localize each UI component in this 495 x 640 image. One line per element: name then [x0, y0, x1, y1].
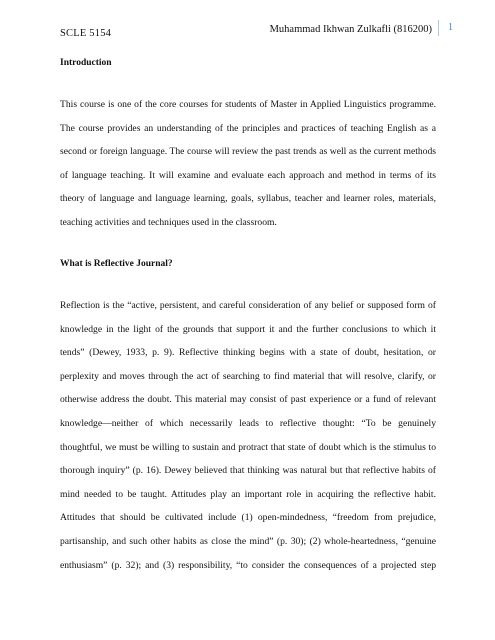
introduction-paragraph	[60, 93, 436, 235]
paragraph-line: of language teaching. It will examine and evaluate each approach and method in terms of its	[60, 169, 436, 181]
header-course-code: SCLE 5154	[60, 28, 112, 39]
paragraph-line: This course is one of the core courses for students of Master in Applied Linguistics programme.	[60, 99, 436, 110]
paragraph-line: The course provides an understanding of the principles and practices of teaching English as a	[60, 122, 436, 134]
paragraph-line: mind needed to be taught. Attitudes play an important role in acquiring the reflective habit.	[60, 488, 436, 500]
section-heading-reflective-journal: What is Reflective Journal?	[60, 259, 173, 269]
paragraph-line: knowledge—neither of which necessarily leads to reflective thought: “To be genuinely	[60, 417, 436, 429]
paragraph-line: teaching activities and techniques used in the classroom.	[60, 216, 277, 228]
header-author: Muhammad Ikhwan Zulkafli (816200)	[269, 24, 432, 35]
paragraph-line: knowledge in the light of the grounds that support it and the further conclusions to which it	[60, 323, 436, 335]
paragraph-line: otherwise address the doubt. This material may consist of past experience or a fund of relevant	[60, 394, 436, 406]
reflective-journal-paragraph	[60, 294, 436, 577]
paragraph-line: perplexity and moves through the act of searching to find material that will resolve, clarify, or	[60, 370, 436, 382]
paragraph-line: Reflection is the “active, persistent, and careful consideration of any belief or supposed form of	[60, 300, 436, 311]
paragraph-line: theory of language and language learning, goals, syllabus, teacher and learner roles, materials,	[60, 193, 436, 205]
page-number: 1	[438, 20, 453, 36]
paragraph-line: second or foreign language. The course will review the past trends as well as the current methods	[60, 146, 436, 158]
paragraph-line: Attitudes that should be cultivated include (1) open-mindedness, “freedom from prejudice,	[60, 512, 436, 524]
section-heading-introduction: Introduction	[60, 58, 112, 68]
paragraph-line: partisanship, and such other habits as close the mind” (p. 30); (2) whole-heartedness, “genuine	[60, 535, 436, 547]
paragraph-line: thorough inquiry” (p. 16). Dewey believed that thinking was natural but that reflective habits of	[60, 465, 436, 477]
paragraph-line: thoughtful, we must be willing to sustain and protract that state of doubt which is the stimulus to	[60, 441, 436, 453]
paragraph-line: tends” (Dewey, 1933, p. 9). Reflective thinking begins with a state of doubt, hesitation, or	[60, 347, 436, 359]
paragraph-line: enthusiasm” (p. 32); and (3) responsibility, “to consider the consequences of a projected step	[60, 559, 436, 571]
